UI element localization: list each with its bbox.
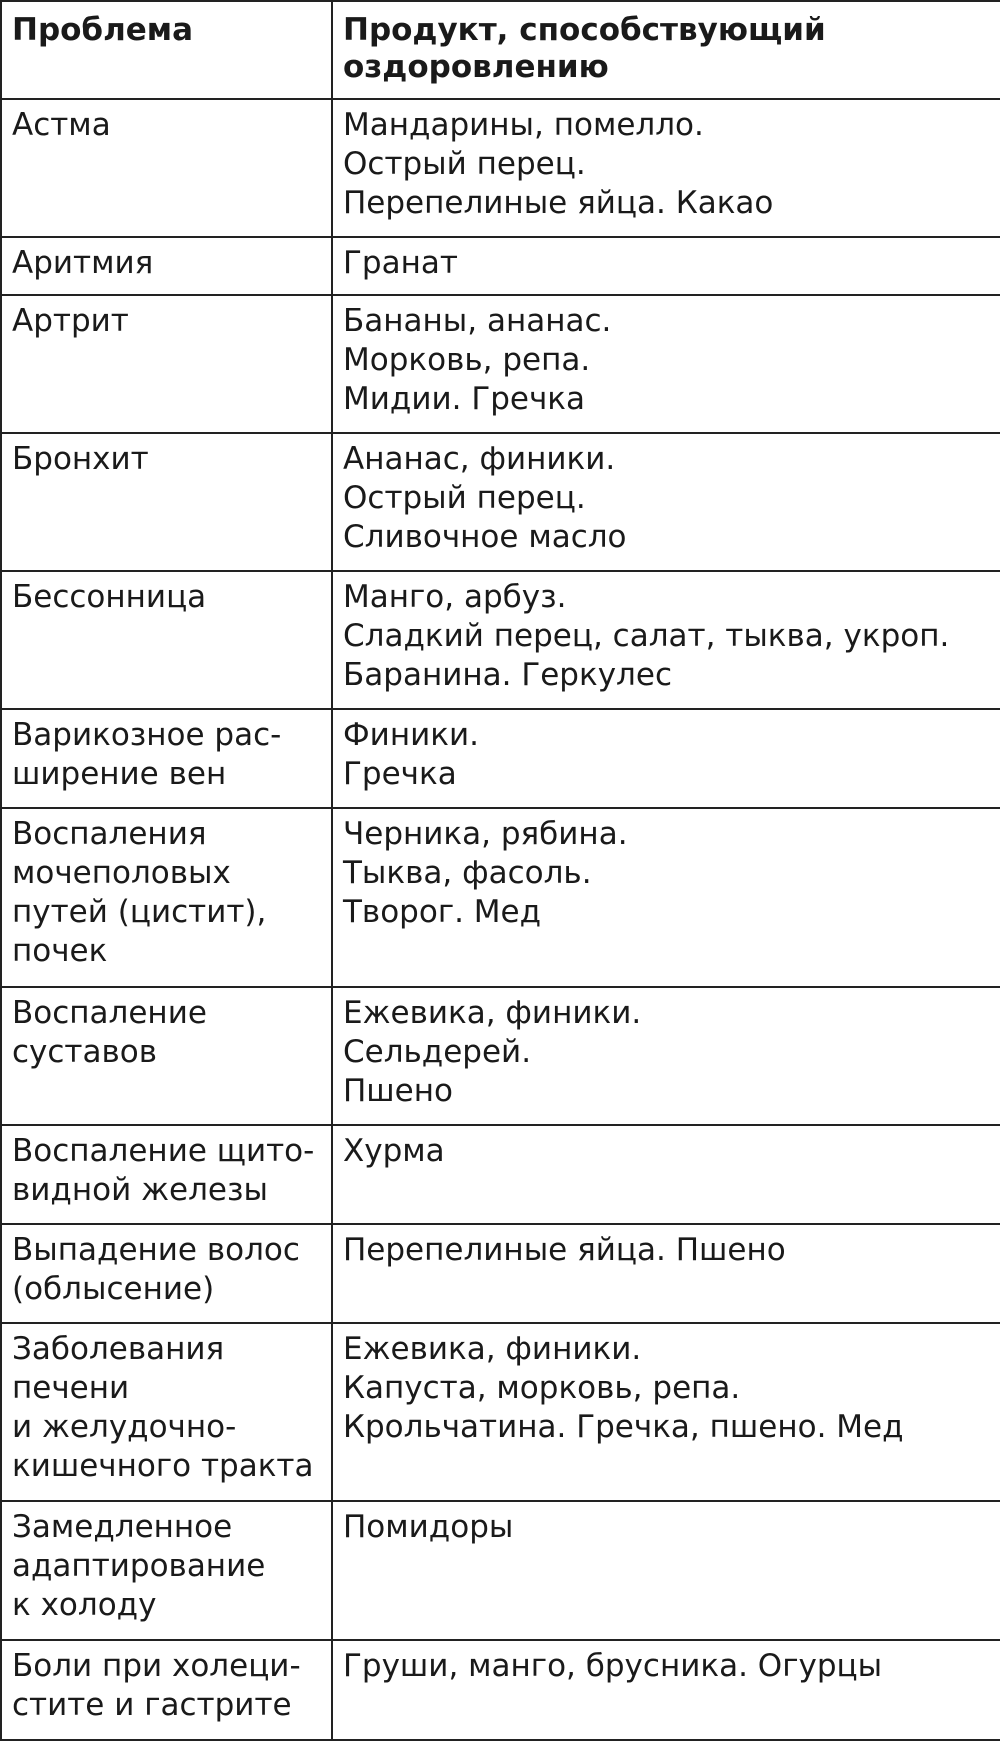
cell-products: Манго, арбуз. Сладкий перец, салат, тыква, укроп. Баранина. Геркулес bbox=[332, 571, 1000, 709]
cell-products: Груши, манго, брусника. Огурцы bbox=[332, 1640, 1000, 1740]
cell-problem: Заболевания печени и желудочно- кишечного тракта bbox=[1, 1323, 332, 1501]
table-row bbox=[1, 237, 1000, 295]
table-row bbox=[1, 1323, 1000, 1501]
cell-problem: Варикозное рас- ширение вен bbox=[1, 709, 332, 808]
cell-problem: Воспаление щито- видной железы bbox=[1, 1125, 332, 1224]
cell-problem: Бронхит bbox=[1, 433, 332, 571]
table-header-row bbox=[1, 1, 1000, 99]
header-problem: Проблема bbox=[1, 1, 332, 99]
table-row bbox=[1, 1501, 1000, 1640]
cell-products: Ананас, финики. Острый перец. Сливочное масло bbox=[332, 433, 1000, 571]
cell-products: Бананы, ананас. Морковь, репа. Мидии. Гречка bbox=[332, 295, 1000, 433]
cell-products: Гранат bbox=[332, 237, 1000, 295]
cell-problem: Замедленное адаптирование к холоду bbox=[1, 1501, 332, 1640]
table-row bbox=[1, 808, 1000, 987]
cell-problem: Выпадение волос (облысение) bbox=[1, 1224, 332, 1323]
cell-products: Ежевика, финики. Капуста, морковь, репа. Крольчатина. Гречка, пшено. Мед bbox=[332, 1323, 1000, 1501]
cell-products: Хурма bbox=[332, 1125, 1000, 1224]
table-row bbox=[1, 987, 1000, 1125]
table-row bbox=[1, 99, 1000, 237]
cell-problem: Боли при холеци- стите и гастрите bbox=[1, 1640, 332, 1740]
cell-products: Финики. Гречка bbox=[332, 709, 1000, 808]
cell-problem: Воспаление суставов bbox=[1, 987, 332, 1125]
cell-products: Мандарины, помелло. Острый перец. Перепелиные яйца. Какао bbox=[332, 99, 1000, 237]
table-row bbox=[1, 571, 1000, 709]
table-row bbox=[1, 433, 1000, 571]
header-product: Продукт, способствующий оздоровлению bbox=[332, 1, 1000, 99]
table-row bbox=[1, 1125, 1000, 1224]
cell-products: Черника, рябина. Тыква, фасоль. Творог. Мед bbox=[332, 808, 1000, 987]
cell-problem: Бессонница bbox=[1, 571, 332, 709]
cell-products: Ежевика, финики. Сельдерей. Пшено bbox=[332, 987, 1000, 1125]
table-row bbox=[1, 1224, 1000, 1323]
cell-products: Помидоры bbox=[332, 1501, 1000, 1640]
cell-problem: Астма bbox=[1, 99, 332, 237]
cell-products: Перепелиные яйца. Пшено bbox=[332, 1224, 1000, 1323]
cell-problem: Артрит bbox=[1, 295, 332, 433]
cell-problem: Аритмия bbox=[1, 237, 332, 295]
table-row bbox=[1, 1640, 1000, 1740]
cell-problem: Воспаления мочеполовых путей (цистит), почек bbox=[1, 808, 332, 987]
table-row bbox=[1, 709, 1000, 808]
table-row bbox=[1, 295, 1000, 433]
